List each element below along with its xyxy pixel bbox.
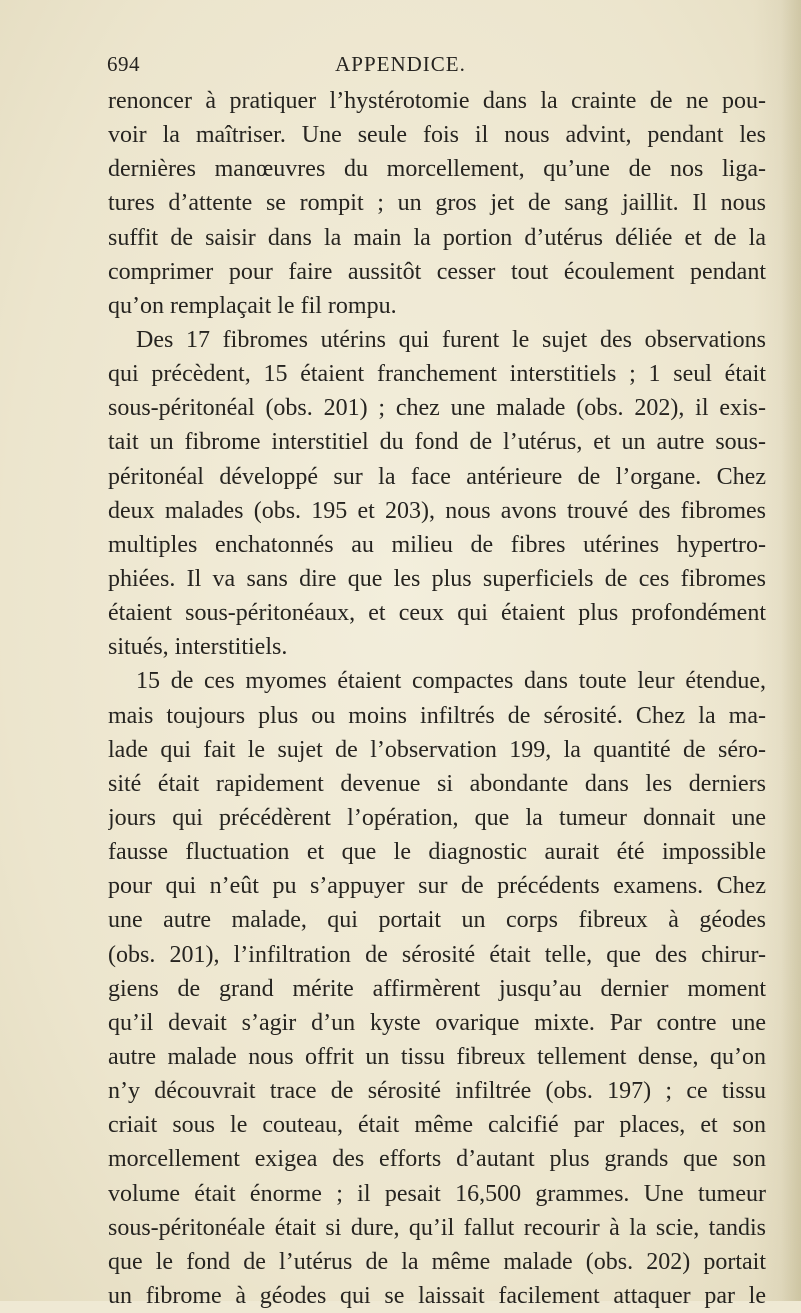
text-line: comprimer pour faire aussitôt cesser tout écoulement pendant xyxy=(108,258,766,285)
text-line: jours qui précédèrent l’opération, que la tumeur donnait une xyxy=(108,804,766,831)
text-line: situés, interstitiels. xyxy=(108,634,288,661)
text-line: volume était énorme ; il pesait 16,500 grammes. Une tumeur xyxy=(108,1180,766,1207)
body-text xyxy=(108,84,766,1313)
text-line: voir la maîtriser. Une seule fois il nous advint, pendant les xyxy=(108,122,766,149)
text-line: fausse fluctuation et que le diagnostic aurait été impossible xyxy=(108,839,766,866)
text-line: qu’on remplaçait le fil rompu. xyxy=(108,292,397,319)
text-line: dernières manœuvres du morcellement, qu’une de nos liga- xyxy=(108,156,766,183)
text-line: n’y découvrait trace de sérosité infiltrée (obs. 197) ; ce tissu xyxy=(108,1078,766,1105)
text-line: morcellement exigea des efforts d’autant plus grands que son xyxy=(108,1146,766,1173)
page-edge-shadow xyxy=(781,0,801,1301)
text-line: multiples enchatonnés au milieu de fibres utérines hypertro- xyxy=(108,531,766,558)
text-line: sité était rapidement devenue si abondante dans les derniers xyxy=(108,770,766,797)
text-line: pour qui n’eût pu s’appuyer sur de précédents examens. Chez xyxy=(108,873,766,900)
text-line: Des 17 fibromes utérins qui furent le sujet des observations xyxy=(136,326,766,353)
text-line: tures d’attente se rompit ; un gros jet de sang jaillit. Il nous xyxy=(108,190,766,217)
text-line: autre malade nous offrit un tissu fibreux tellement dense, qu’on xyxy=(108,1043,766,1070)
text-line: 15 de ces myomes étaient compactes dans toute leur étendue, xyxy=(136,668,766,695)
text-line: renoncer à pratiquer l’hystérotomie dans la crainte de ne pou- xyxy=(108,88,766,114)
text-line: (obs. 201), l’infiltration de sérosité était telle, que des chirur- xyxy=(108,941,766,968)
text-line: mais toujours plus ou moins infiltrés de sérosité. Chez la ma- xyxy=(108,702,766,729)
text-line: qui précèdent, 15 étaient franchement interstitiels ; 1 seul était xyxy=(108,361,766,388)
running-head: APPENDICE. xyxy=(335,52,466,76)
text-line: sous-péritonéale était si dure, qu’il fallut recourir à la scie, tandis xyxy=(108,1214,766,1241)
text-line: un fibrome à géodes qui se laissait facilement attaquer par le xyxy=(108,1282,766,1309)
page-header xyxy=(0,52,801,84)
text-line: qu’il devait s’agir d’un kyste ovarique mixte. Par contre une xyxy=(108,1009,766,1036)
text-line: une autre malade, qui portait un corps fibreux à géodes xyxy=(108,907,766,934)
text-line: lade qui fait le sujet de l’observation 199, la quantité de séro- xyxy=(108,736,766,763)
text-line: criait sous le couteau, était même calcifié par places, et son xyxy=(108,1112,766,1139)
text-line: péritonéal développé sur la face antérieure de l’organe. Chez xyxy=(108,463,766,490)
page-number: 694 xyxy=(107,52,140,76)
text-line: suffit de saisir dans la main la portion d’utérus déliée et de la xyxy=(108,224,766,251)
text-line: étaient sous-péritonéaux, et ceux qui étaient plus profondément xyxy=(108,600,766,627)
text-line: deux malades (obs. 195 et 203), nous avons trouvé des fibromes xyxy=(108,497,766,524)
text-line: giens de grand mérite affirmèrent jusqu’au dernier moment xyxy=(108,975,766,1002)
text-line: sous-péritonéal (obs. 201) ; chez une malade (obs. 202), il exis- xyxy=(108,395,766,422)
text-line: que le fond de l’utérus de la même malade (obs. 202) portait xyxy=(108,1248,766,1275)
text-line: phiées. Il va sans dire que les plus superficiels de ces fibromes xyxy=(108,565,766,592)
text-line: tait un fibrome interstitiel du fond de l’utérus, et un autre sous- xyxy=(108,429,766,456)
